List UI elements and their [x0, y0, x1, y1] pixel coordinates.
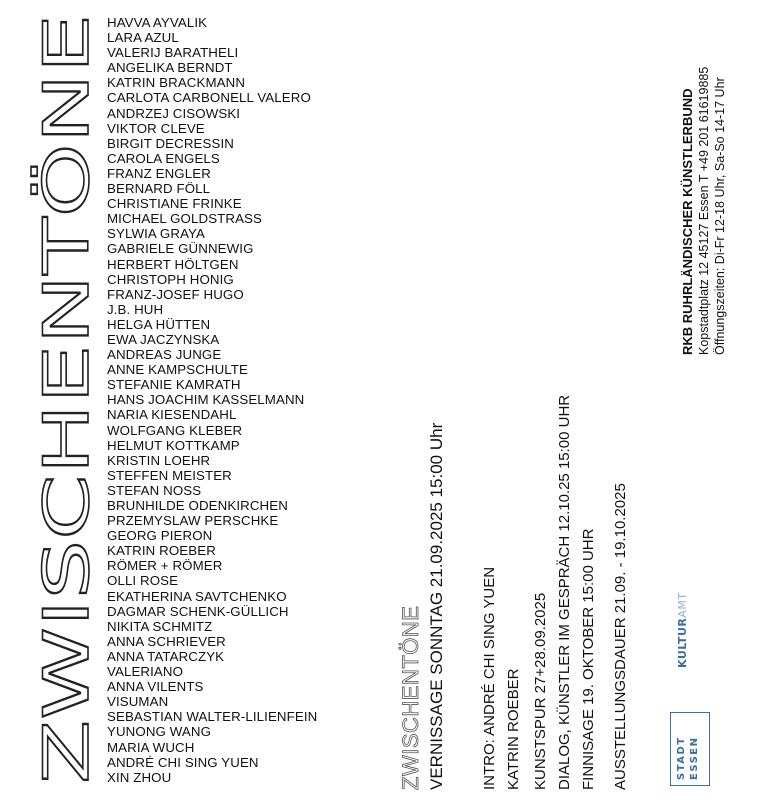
kulturamt-logo-part1: KULTUR — [676, 617, 689, 668]
stadt-logo-line1: STADT — [676, 736, 687, 780]
dialog-line: DIALOG, KÜNSTLER IM GESPRÄCH 12.10.25 15:00 UHR — [556, 394, 573, 790]
artist-name: WOLFGANG KLEBER — [107, 422, 243, 438]
artist-name: VALERIANO — [107, 664, 184, 680]
artist-list — [107, 15, 317, 785]
artist-name: LARA AZUL — [107, 30, 179, 46]
vernissage-line: VERNISSAGE SONNTAG 21.09.2025 15:00 Uhr — [427, 422, 446, 790]
artist-name: STEFANIE KAMRATH — [107, 377, 241, 393]
artist-name: HELMUT KOTTKAMP — [107, 437, 240, 453]
artist-name: VISUMAN — [107, 694, 169, 710]
kunstspur-line: KUNSTSPUR 27+28.09.2025 — [532, 592, 549, 790]
artist-name: FRANZ ENGLER — [107, 165, 211, 181]
artist-name: MARIA WUCH — [107, 739, 195, 755]
artist-name: MICHAEL GOLDSTRASS — [107, 211, 262, 227]
artist-name: OLLI ROSE — [107, 573, 179, 589]
artist-name: STEFFEN MEISTER — [107, 467, 232, 483]
stadt-essen-logo-text — [675, 736, 701, 780]
artist-name: KRISTIN LOEHR — [107, 452, 211, 468]
artist-name: NIKITA SCHMITZ — [107, 618, 213, 634]
artist-name: ANNA TATARCZYK — [107, 648, 225, 664]
artist-name: ANDRZEJ CISOWSKI — [107, 105, 241, 121]
kulturamt-logo-part2: AMT — [676, 592, 689, 618]
artist-name: RÖMER + RÖMER — [107, 558, 223, 574]
artist-name: BRUNHILDE ODENKIRCHEN — [107, 498, 288, 513]
artist-name: KATRIN ROEBER — [107, 543, 216, 559]
artist-name: ANNA SCHRIEVER — [107, 633, 226, 649]
artist-name: HAVVA AYVALIK — [107, 15, 208, 30]
artist-name: YUNONG WANG — [107, 724, 212, 740]
stadt-logo-line2: ESSEN — [689, 736, 700, 780]
subtitle: ZWISCHENTÖNE — [398, 605, 423, 790]
artist-name: SYLWIA GRAYA — [107, 226, 205, 242]
artist-name: XIN ZHOU — [107, 769, 172, 785]
artist-name: ANGELIKA BERNDT — [107, 60, 233, 76]
artist-name: KATRIN BRACKMANN — [107, 75, 246, 91]
artist-name: GABRIELE GÜNNEWIG — [107, 241, 254, 257]
artist-name: DAGMAR SCHENK-GÜLLICH — [107, 603, 289, 619]
intro-line: INTRO: ANDRÉ CHI SING YUEN — [481, 566, 498, 790]
intro-name-line: KATRIN ROEBER — [505, 668, 522, 790]
artist-name: HERBERT HÖLTGEN — [107, 256, 239, 272]
main-title-text: ZWISCHENTÖNE — [30, 274, 103, 784]
artist-name: CHRISTIANE FRINKE — [107, 196, 242, 212]
artist-name: ANDREAS JUNGE — [107, 347, 222, 363]
artist-name: FRANZ-JOSEF HUGO — [107, 286, 244, 302]
main-title — [30, 12, 103, 787]
artist-name: EKATHERINA SAVTCHENKO — [107, 588, 287, 604]
artist-name: HELGA HÜTTEN — [107, 316, 211, 332]
artist-name: VALERIJ BARATHELI — [107, 45, 239, 61]
artist-name: GEORG PIERON — [107, 528, 213, 544]
artist-name: ANNA VILENTS — [107, 679, 204, 695]
artist-name: BERNARD FÖLL — [107, 181, 211, 197]
artist-name: NARIA KIESENDAHL — [107, 407, 237, 423]
artist-name: SEBASTIAN WALTER-LILIENFEIN — [107, 709, 318, 725]
rkb-hours: Öffnungszeiten: Di-Fr 12-18 Uhr, Sa-So 14-17 Uhr — [713, 77, 727, 355]
artist-name: ANDRÉ CHI SING YUEN — [107, 754, 259, 770]
rkb-address: Kopstadtplatz 12 45127 Essen T +49 201 61619885 — [697, 66, 711, 355]
duration-line: AUSSTELLUNGSDAUER 21.09. - 19.10.2025 — [612, 483, 629, 790]
artist-name: CAROLA ENGELS — [107, 150, 220, 166]
artist-name: J.B. HUH — [107, 301, 164, 317]
artist-name: EWA JACZYNSKA — [107, 331, 220, 347]
artist-name: HANS JOACHIM KASSELMANN — [107, 392, 305, 408]
rkb-name: RKB RUHRLÄNDISCHER KÜNSTLERBUND — [680, 88, 695, 355]
artist-name: BIRGIT DECRESSIN — [107, 135, 234, 151]
artist-name: CARLOTA CARBONELL VALERO — [107, 90, 311, 106]
artist-name: CHRISTOPH HONIG — [107, 271, 234, 287]
artist-name: PRZEMYSLAW PERSCHKE — [107, 513, 279, 529]
artist-name: VIKTOR CLEVE — [107, 120, 205, 136]
kulturamt-logo — [676, 592, 689, 668]
finnisage-line: FINNISAGE 19. OKTOBER 15:00 UHR — [580, 528, 597, 790]
artist-name: ANNE KAMPSCHULTE — [107, 362, 248, 378]
artist-name: STEFAN NOSS — [107, 482, 202, 498]
stadt-essen-logo — [670, 712, 710, 786]
